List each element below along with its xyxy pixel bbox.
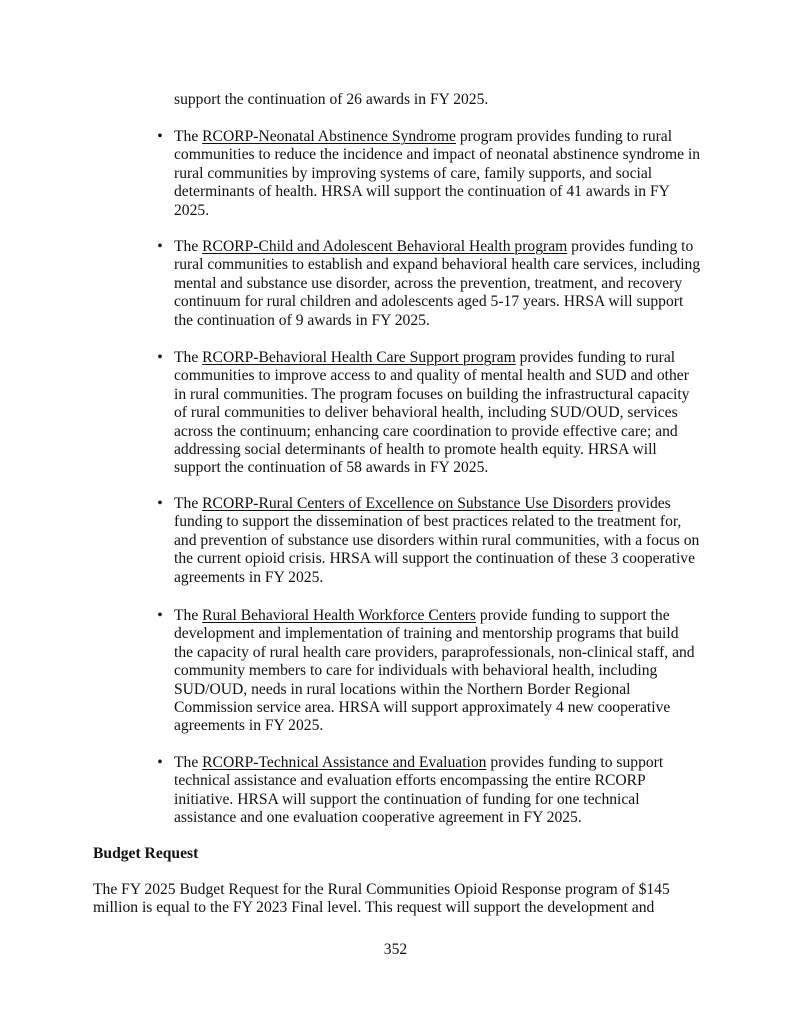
text-line: Commission service area. HRSA will support approximately 4 new cooperative: [174, 699, 671, 717]
bullet-icon: •: [157, 607, 163, 624]
text-line: program provides funding to rural: [455, 128, 673, 145]
text-line: mental and substance use disorder, across the prevention, treatment, and recovery: [174, 274, 683, 292]
bullet-icon: •: [157, 238, 163, 255]
text-line: determinants of health. HRSA will support the continuation of 41 awards in FY: [174, 183, 670, 201]
bullet-item-rural-centers-of-excellence: [157, 495, 714, 587]
bullet-prefix: The: [174, 349, 203, 366]
program-link-rural-behavioral-health-workforce-centers[interactable]: Rural Behavioral Health Workforce Centers: [202, 607, 477, 624]
text-line: rural communities to establish and expand behavioral health care services, including: [174, 256, 701, 274]
bullet-prefix: The: [174, 754, 203, 771]
bullet-prefix: The: [174, 128, 203, 145]
text-line: communities to reduce the incidence and impact of neonatal abstinence syndrome in: [174, 146, 701, 164]
text-line: rural communities by improving systems of care, family supports, and social: [174, 164, 653, 182]
text-line: The FY 2025 Budget Request for the Rural Communities Opioid Response program of $145: [93, 881, 670, 898]
bullet-item-technical-assistance-evaluation: [157, 754, 714, 828]
text-line: agreements in FY 2025.: [174, 568, 324, 586]
continuation-text: support the continuation of 26 awards in FY 2025.: [174, 91, 489, 108]
text-line: in rural communities. The program focuses on building the infrastructural capacity: [174, 385, 690, 403]
program-link-rural-centers-of-excellence[interactable]: RCORP-Rural Centers of Excellence on Substance Use Disorders: [202, 495, 614, 512]
text-line: provides funding to support: [486, 754, 664, 771]
bullet-text: [174, 607, 714, 736]
bullet-icon: •: [157, 754, 163, 771]
bullet-text: [174, 349, 714, 478]
bullet-text: [174, 495, 714, 587]
text-line: the current opioid crisis. HRSA will support the continuation of these 3 cooperative: [174, 550, 695, 568]
text-line: development and implementation of training and mentorship programs that build: [174, 625, 679, 643]
bullet-icon: •: [157, 128, 163, 145]
text-line: continuum for rural children and adolescents aged 5-17 years. HRSA will support: [174, 293, 684, 311]
text-line: across the continuum; enhancing care coordination to provide effective care; and: [174, 422, 678, 440]
text-line: technical assistance and evaluation efforts encompassing the entire RCORP: [174, 772, 646, 790]
text-line: SUD/OUD, needs in rural locations within the Northern Border Regional: [174, 680, 631, 698]
bullet-prefix: The: [174, 238, 203, 255]
bullet-text: [174, 128, 714, 220]
text-line: initiative. HRSA will support the continuation of funding for one technical: [174, 790, 640, 808]
program-link-technical-assistance-evaluation[interactable]: RCORP-Technical Assistance and Evaluation: [202, 754, 487, 771]
text-line: support the continuation of 58 awards in FY 2025.: [174, 459, 489, 477]
text-line: community members to care for individuals with behavioral health, including: [174, 662, 658, 680]
bullet-icon: •: [157, 349, 163, 366]
bullet-text: [174, 238, 714, 330]
text-line: communities to improve access to and quality of mental health and SUD and other: [174, 367, 689, 385]
page-number: 352: [383, 941, 408, 958]
bullet-prefix: The: [174, 495, 203, 512]
program-link-neonatal-abstinence-syndrome[interactable]: RCORP-Neonatal Abstinence Syndrome: [202, 128, 456, 145]
text-line: funding to support the dissemination of best practices related to the treatment for,: [174, 513, 682, 531]
bullet-item-rural-behavioral-health-workforce-centers: [157, 607, 714, 736]
text-line: agreements in FY 2025.: [174, 717, 324, 735]
text-line: the capacity of rural health care providers, paraprofessionals, non-clinical staff, and: [174, 643, 695, 661]
text-line: 2025.: [174, 201, 210, 219]
budget-request-paragraph: [93, 881, 713, 918]
bullet-prefix: The: [174, 607, 203, 624]
program-link-behavioral-health-care-support[interactable]: RCORP-Behavioral Health Care Support program: [202, 349, 516, 366]
bullet-text: [174, 754, 714, 828]
bullet-item-behavioral-health-care-support: [157, 349, 714, 478]
section-heading-budget-request: Budget Request: [93, 845, 199, 862]
text-line: and prevention of substance use disorders within rural communities, with a focus on: [174, 531, 700, 549]
text-line: provides funding to: [567, 238, 694, 255]
text-line: provide funding to support the: [476, 607, 670, 624]
bullet-item-child-adolescent-behavioral-health: [157, 238, 714, 330]
text-line: provides: [613, 495, 671, 512]
bullet-item-neonatal-abstinence-syndrome: [157, 128, 714, 220]
text-line: provides funding to rural: [515, 349, 676, 366]
program-link-child-adolescent-behavioral-health[interactable]: RCORP-Child and Adolescent Behavioral Health program: [202, 238, 568, 255]
text-line: assistance and one evaluation cooperative agreement in FY 2025.: [174, 809, 582, 827]
text-line: of rural communities to deliver behavioral health, including SUD/OUD, services: [174, 404, 678, 422]
text-line: million is equal to the FY 2023 Final level. This request will support the development and: [93, 899, 655, 917]
bullet-icon: •: [157, 495, 163, 512]
text-line: addressing social determinants of health to promote health equity. HRSA will: [174, 441, 657, 459]
text-line: the continuation of 9 awards in FY 2025.: [174, 311, 430, 329]
